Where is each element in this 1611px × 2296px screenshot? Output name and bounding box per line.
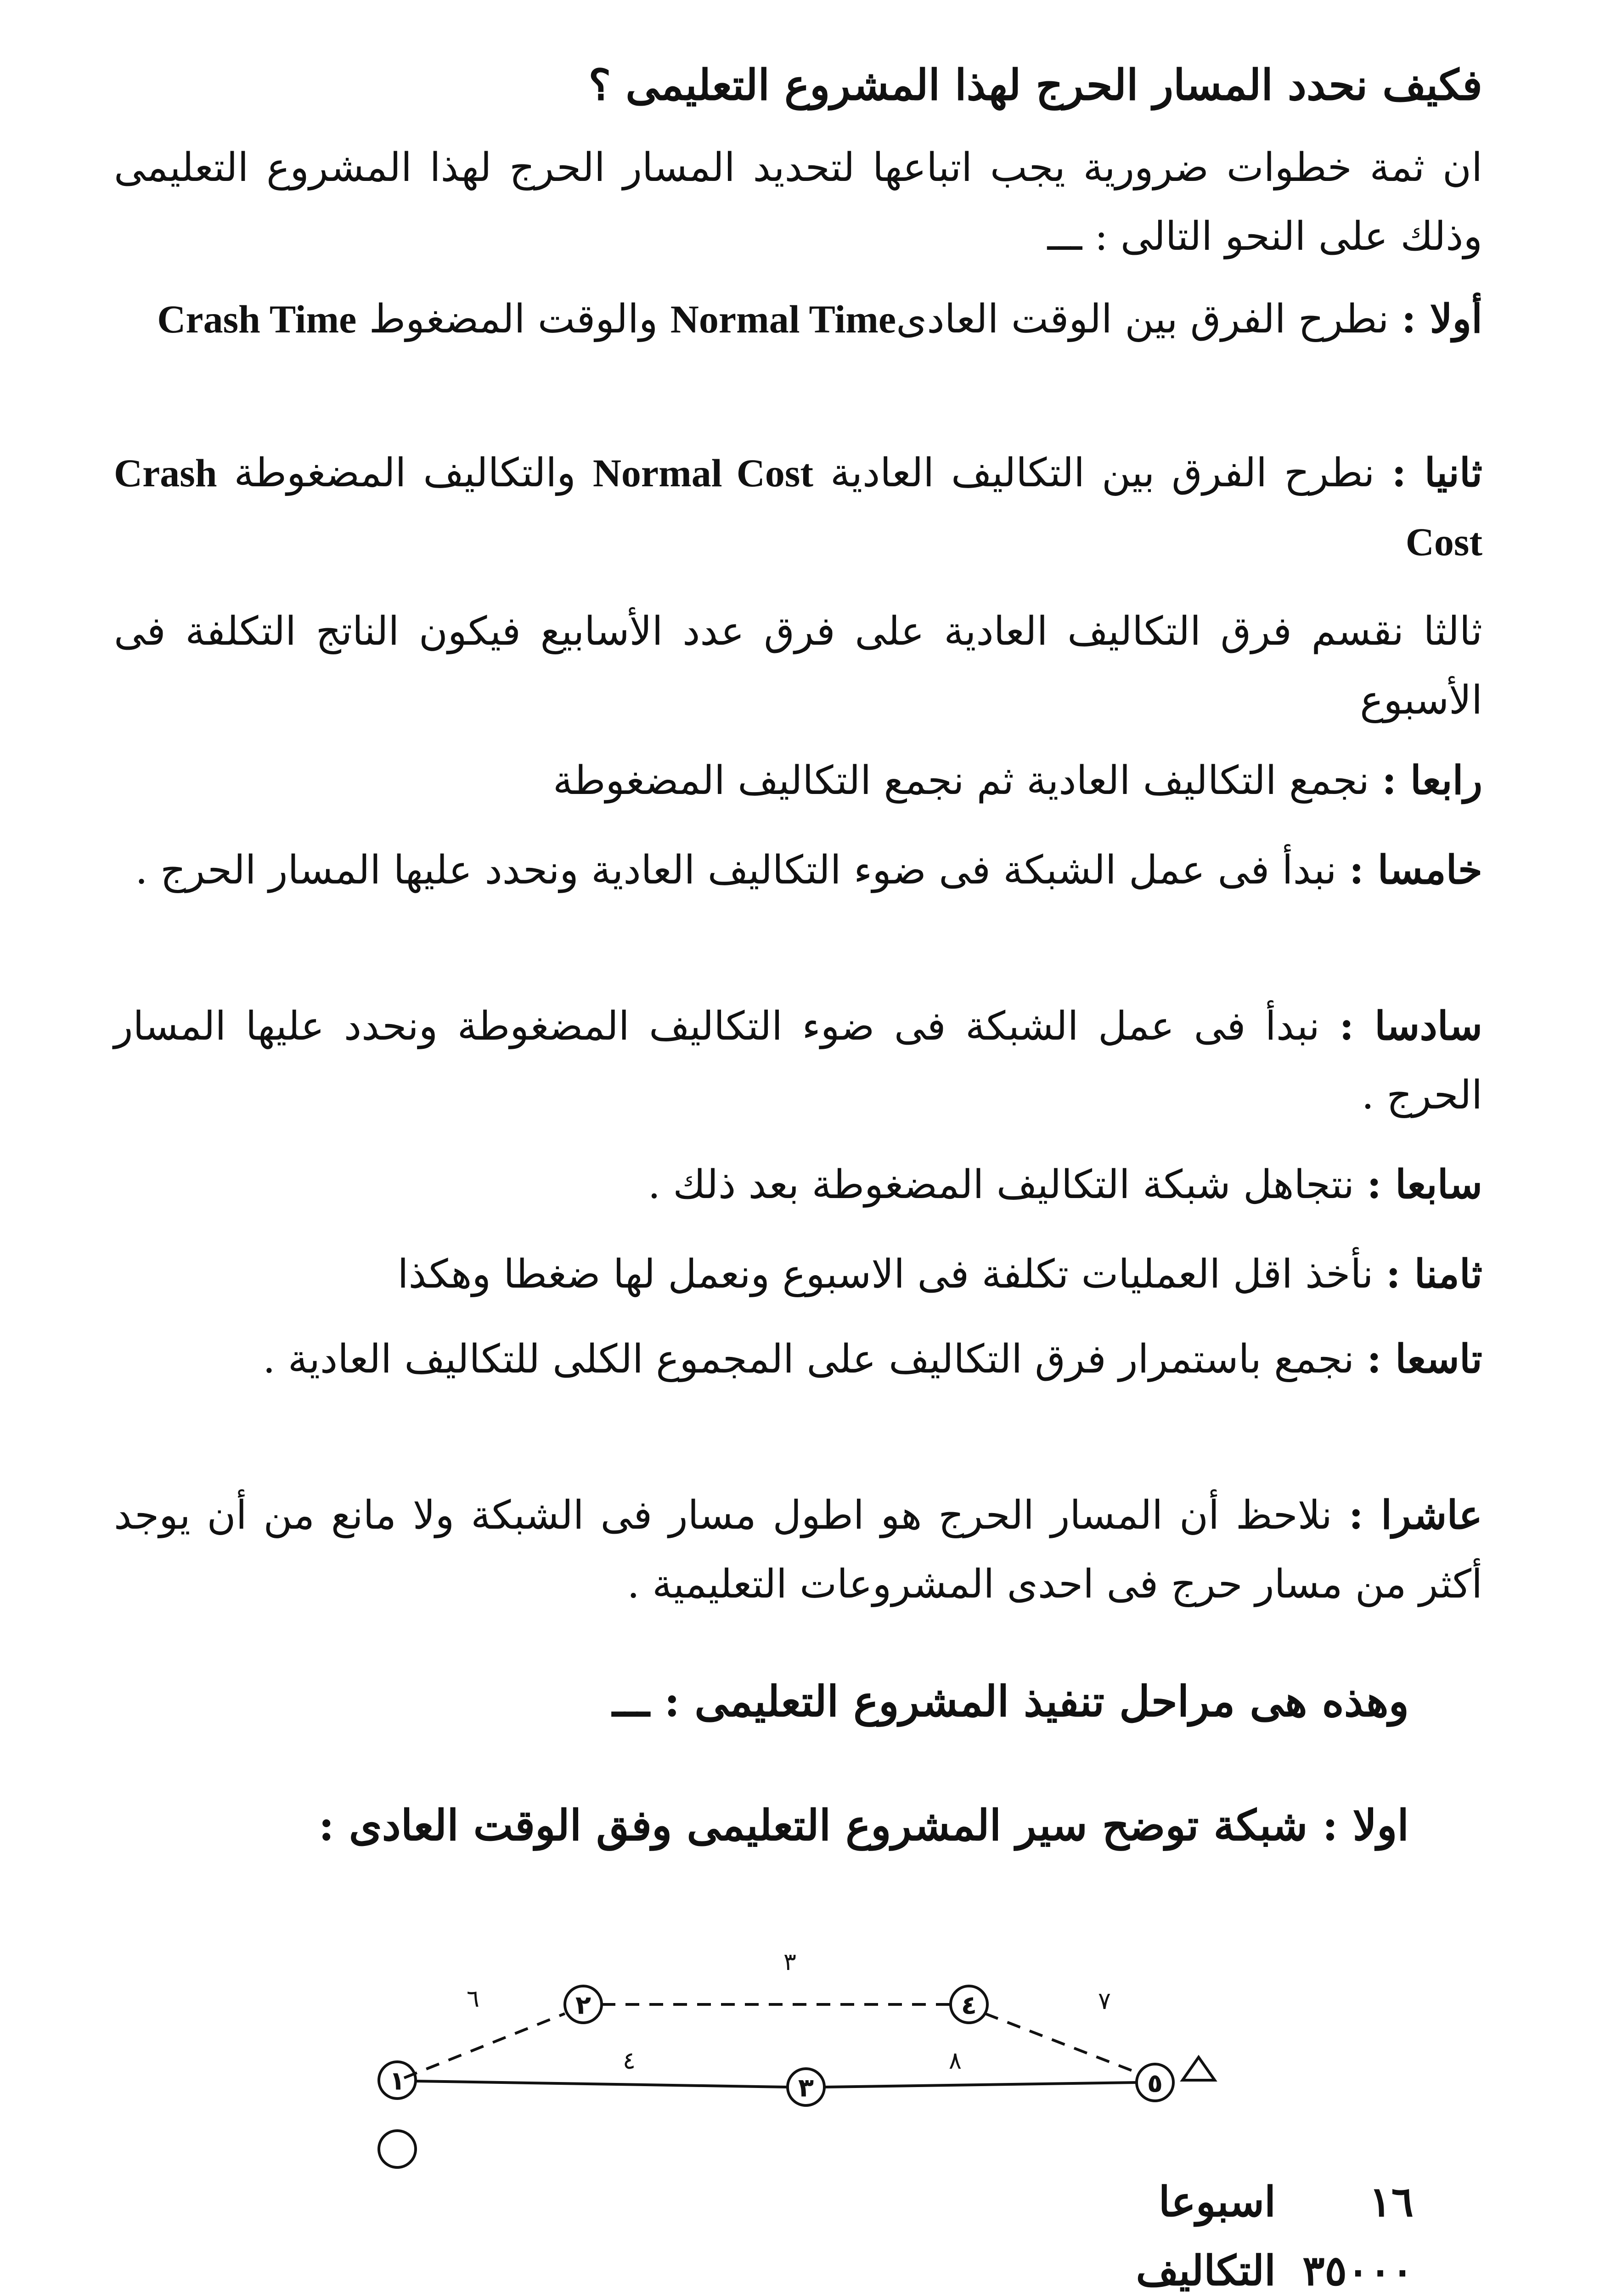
step-10 bbox=[114, 1481, 1482, 1619]
step-10-lead: عاشرا : bbox=[1348, 1492, 1482, 1538]
step-5-lead: خامسا : bbox=[1349, 847, 1482, 893]
step-3 bbox=[114, 597, 1482, 735]
step-2-text-b: والتكاليف المضغوطة bbox=[217, 450, 593, 496]
step-3-lead: ثالثا bbox=[1423, 608, 1482, 654]
step-9-lead: تاسعا : bbox=[1367, 1336, 1482, 1382]
step-2-term-crash-cost: Crash Cost bbox=[114, 451, 1482, 564]
step-8-lead: ثامنا : bbox=[1386, 1251, 1482, 1297]
start-marker-circle bbox=[379, 2131, 416, 2167]
step-6 bbox=[114, 992, 1482, 1130]
intro-paragraph: ان ثمة خطوات ضرورية يجب اتباعها لتحديد المسار الحرج لهذا المشروع التعليمى وذلك على النحو التالى : ـــ bbox=[114, 145, 1482, 259]
edge-1-3 bbox=[416, 2081, 788, 2087]
node-3-label: ٣ bbox=[798, 2073, 814, 2103]
step-1-term-crash-time: Crash Time bbox=[157, 297, 357, 341]
step-2-term-normal-cost: Normal Cost bbox=[592, 451, 813, 495]
node-5-label: ٥ bbox=[1147, 2068, 1163, 2099]
edge-4-5 bbox=[985, 2014, 1139, 2073]
edge-1-3-label: ٤ bbox=[623, 2047, 636, 2075]
step-7-lead: سابعا : bbox=[1367, 1161, 1482, 1208]
step-9 bbox=[114, 1325, 1482, 1394]
step-8 bbox=[114, 1240, 1482, 1309]
costs-value: ٣٥٠٠٠ bbox=[1302, 2246, 1414, 2295]
step-6-text: نبدأ فى عمل الشبكة فى ضوء التكاليف المضغوطة ونحدد عليها المسار الحرج . bbox=[114, 1003, 1482, 1118]
weeks-value: ١٦ bbox=[1369, 2178, 1414, 2226]
step-2-text-a: نطرح الفرق بين التكاليف العادية bbox=[813, 450, 1392, 496]
edge-3-5-label: ٨ bbox=[949, 2047, 962, 2075]
step-1 bbox=[114, 285, 1482, 354]
costs-label: التكاليف bbox=[1136, 2246, 1276, 2295]
edge-4-5-label: ٧ bbox=[1098, 1987, 1111, 2015]
step-4 bbox=[114, 746, 1482, 815]
edge-2-4-label: ٣ bbox=[783, 1948, 796, 1976]
project-network-diagram bbox=[358, 1910, 1240, 2204]
step-1-lead: أولا : bbox=[1401, 296, 1482, 342]
step-5-text: نبدأ فى عمل الشبكة فى ضوء التكاليف العادية ونحدد عليها المسار الحرج . bbox=[135, 847, 1349, 893]
node-4-label: ٤ bbox=[961, 1990, 977, 2020]
phases-heading: وهذه هى مراحل تنفيذ المشروع التعليمى : ـــ bbox=[612, 1677, 1409, 1726]
step-6-lead: سادسا : bbox=[1339, 1003, 1483, 1049]
step-1-text-b: والوقت المضغوط bbox=[356, 296, 670, 342]
step-2 bbox=[114, 439, 1482, 576]
step-4-lead: رابعا : bbox=[1382, 757, 1482, 804]
summary-costs bbox=[1136, 2236, 1414, 2296]
step-1-text-a: نطرح الفرق بين الوقت العادى bbox=[896, 296, 1402, 342]
step-7-text: نتجاهل شبكة التكاليف المضغوطة بعد ذلك . bbox=[648, 1162, 1367, 1208]
step-9-text: نجمع باستمرار فرق التكاليف على المجموع الكلى للتكاليف العادية . bbox=[263, 1336, 1367, 1382]
network-heading: اولا : شبكة توضح سير المشروع التعليمى وفق الوقت العادى : bbox=[318, 1801, 1409, 1850]
weeks-label: اسبوعا bbox=[1158, 2178, 1276, 2226]
page-title: فكيف نحدد المسار الحرج لهذا المشروع التعليمى ؟ bbox=[588, 60, 1482, 110]
node-1-label: ١ bbox=[389, 2066, 406, 2096]
edge-3-5 bbox=[824, 2082, 1137, 2087]
node-2-label: ٢ bbox=[575, 1990, 591, 2020]
summary-weeks bbox=[1159, 2167, 1414, 2236]
end-triangle-icon bbox=[1183, 2057, 1215, 2080]
step-1-term-normal-time: Normal Time bbox=[670, 297, 896, 341]
step-3-text: نقسم فرق التكاليف العادية على فرق عدد الأسابيع فيكون الناتج التكلفة فى الأسبوع bbox=[114, 608, 1482, 723]
step-10-text: نلاحظ أن المسار الحرج هو اطول مسار فى الشبكة ولا مانع من أن يوجد أكثر من مسار حرج فى احدى المشروعات التعليمية . bbox=[114, 1492, 1482, 1607]
step-7 bbox=[114, 1150, 1482, 1219]
step-5 bbox=[114, 836, 1482, 905]
step-8-text: نأخذ اقل العمليات تكلفة فى الاسبوع ونعمل لها ضغطا وهكذا bbox=[397, 1251, 1386, 1297]
network-svg bbox=[358, 1910, 1240, 2204]
edge-1-2-label: ٦ bbox=[467, 1985, 479, 2013]
step-4-text: نجمع التكاليف العادية ثم نجمع التكاليف المضغوطة bbox=[553, 758, 1382, 804]
edge-1-2 bbox=[404, 2014, 565, 2078]
step-2-lead: ثانيا : bbox=[1391, 450, 1483, 496]
